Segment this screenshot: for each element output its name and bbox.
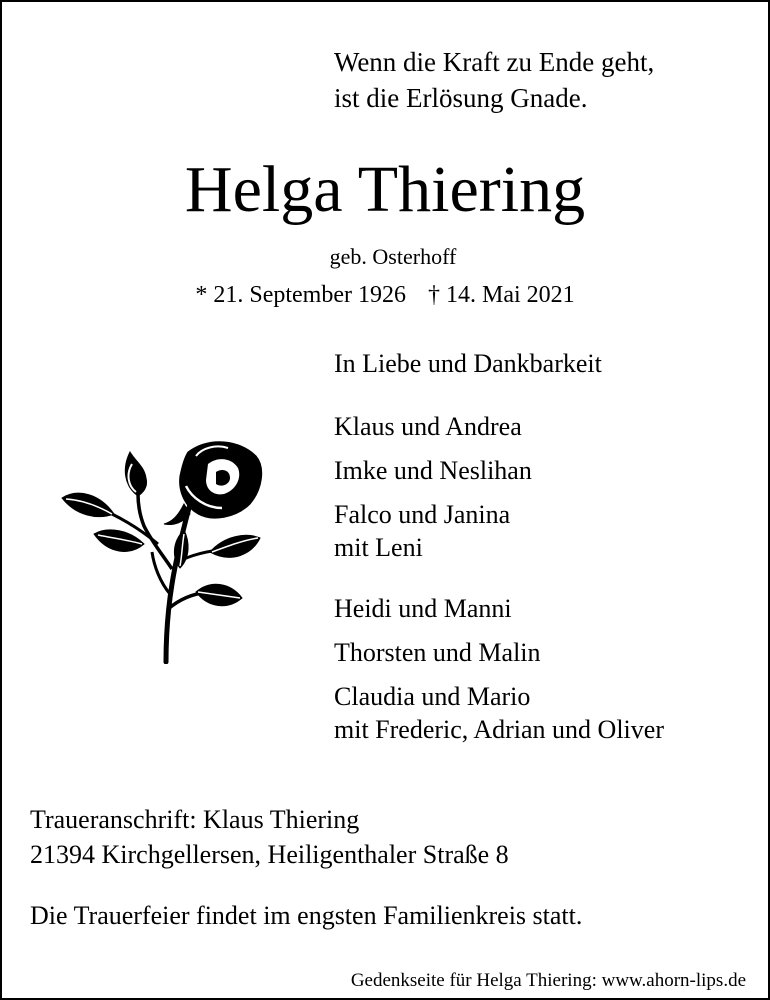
mourners-intro: In Liebe und Dankbarkeit (334, 349, 602, 378)
mourner-thorsten-malin: Thorsten und Malin (334, 638, 541, 667)
funeral-note: Die Trauerfeier findet im engsten Familienkreis statt. (30, 901, 583, 930)
mourner-claudia-mario-children: mit Frederic, Adrian und Oliver (334, 715, 664, 744)
address-line-2: 21394 Kirchgellersen, Heiligenthaler Straße 8 (30, 840, 509, 869)
life-dates (2, 279, 768, 311)
address-line-1: Traueranschrift: Klaus Thiering (30, 805, 360, 834)
birth-name: geb. Osterhoff (329, 244, 457, 269)
deceased-name: Helga Thiering (184, 153, 586, 226)
death-date: † 14. Mai 2021 (427, 282, 575, 308)
motto (334, 44, 654, 116)
mourning-address (30, 802, 509, 872)
mourner-klaus-andrea: Klaus und Andrea (334, 412, 522, 441)
birth-date: * 21. September 1926 (195, 282, 406, 308)
rose-icon (60, 434, 270, 664)
motto-line-1: Wenn die Kraft zu Ende geht, (334, 47, 655, 77)
motto-line-2: ist die Erlösung Gnade. (334, 83, 588, 113)
mourner-heidi-manni: Heidi und Manni (334, 594, 512, 623)
mourner-imke-neslihan: Imke und Neslihan (334, 456, 532, 485)
mourner-falco-janina-child: mit Leni (334, 533, 423, 562)
mourner-claudia-mario: Claudia und Mario (334, 682, 531, 711)
mourner-falco-janina: Falco und Janina (334, 500, 511, 529)
mourners-list (334, 347, 664, 746)
memorial-page-link[interactable]: Gedenkseite für Helga Thiering: www.ahorn-lips.de (350, 970, 746, 991)
